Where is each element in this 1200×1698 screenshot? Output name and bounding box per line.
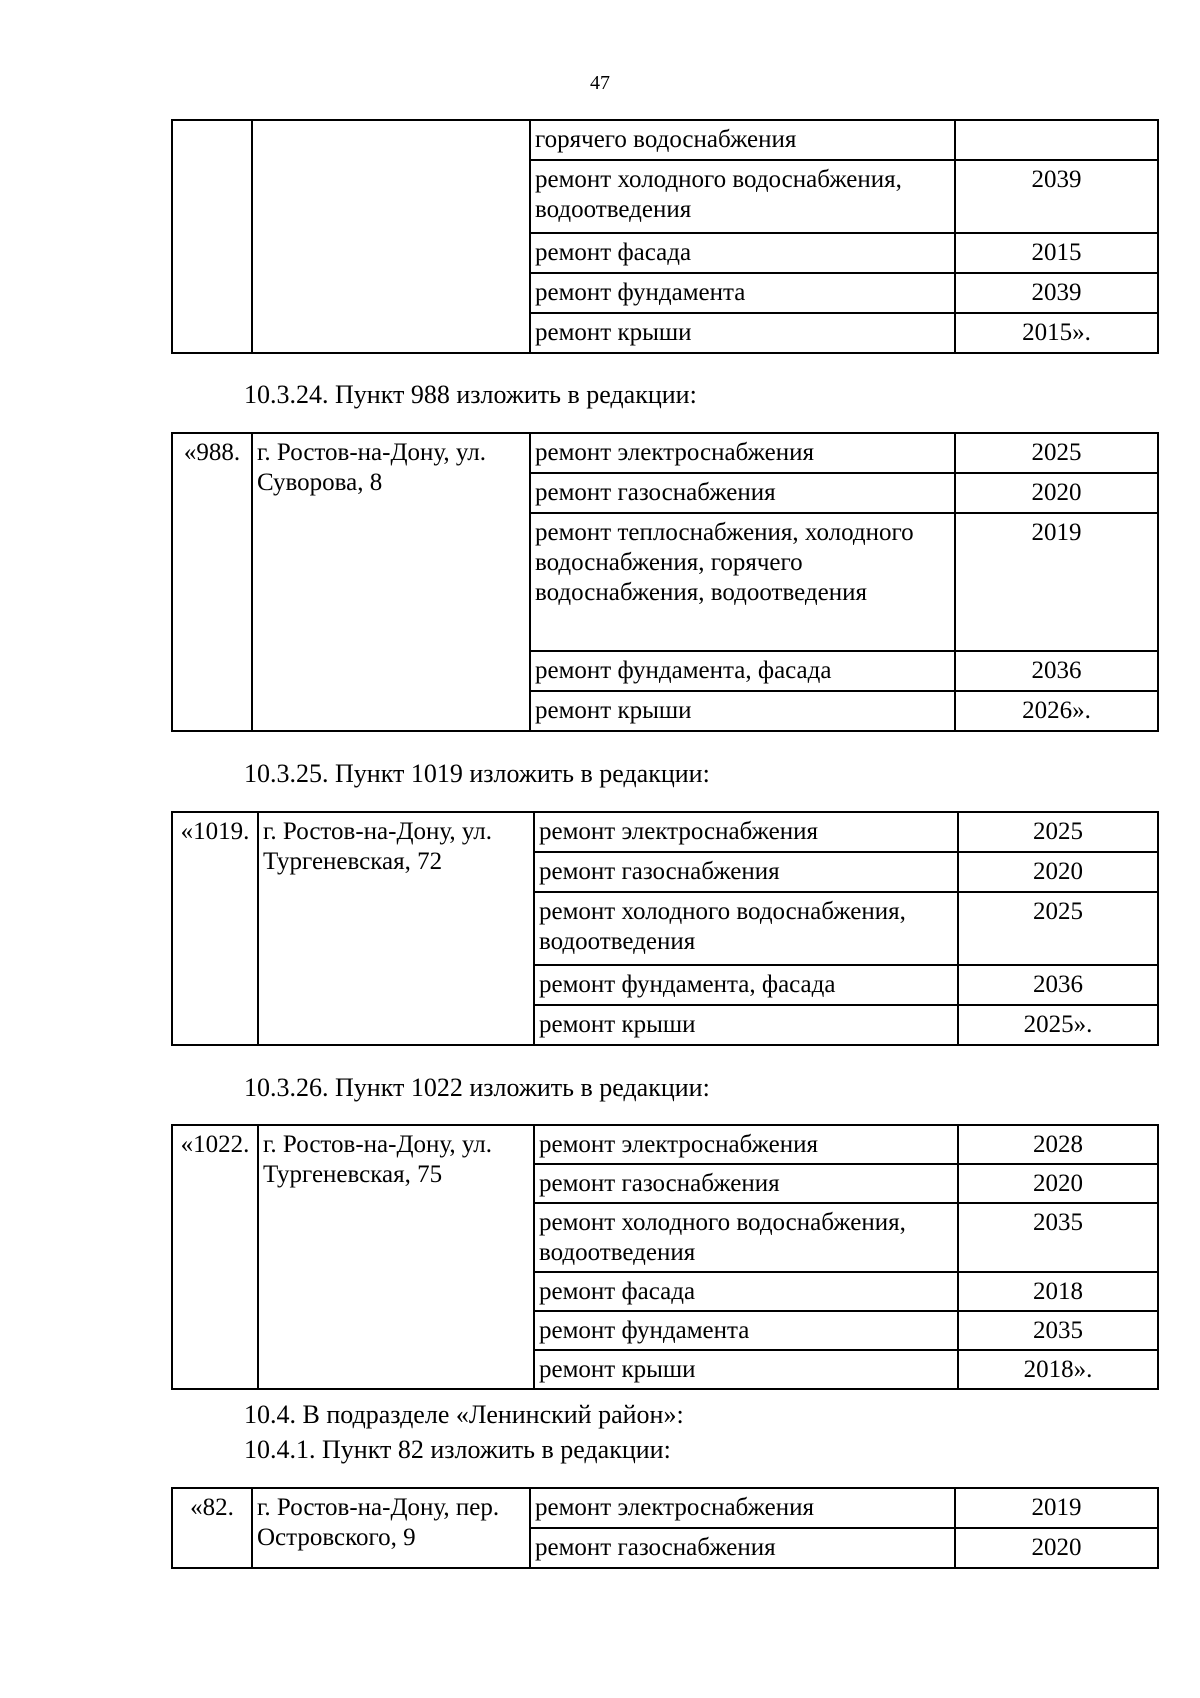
year-cell: 2019 (955, 1488, 1158, 1528)
year-cell: 2028 (958, 1125, 1158, 1164)
address-cell: г. Ростов-на-Дону, пер. Островского, 9 (252, 1488, 530, 1568)
year-cell: 2018 (958, 1272, 1158, 1311)
year-cell: 2025 (958, 812, 1158, 852)
item-number-cell: «988. (172, 433, 252, 731)
work-cell: ремонт электроснабжения (530, 433, 955, 473)
work-cell: ремонт электроснабжения (534, 812, 958, 852)
repair-table-988 (171, 432, 1159, 732)
year-cell: 2020 (958, 852, 1158, 892)
item-number-cell: «82. (172, 1488, 252, 1568)
address-cell: г. Ростов-на-Дону, ул. Тургеневская, 75 (258, 1125, 534, 1389)
address-cell: г. Ростов-на-Дону, ул. Тургеневская, 72 (258, 812, 534, 1045)
work-cell: ремонт электроснабжения (534, 1125, 958, 1164)
year-cell: 2036 (958, 965, 1158, 1005)
year-cell: 2036 (955, 651, 1158, 691)
year-cell: 2019 (955, 513, 1158, 651)
work-cell: горячего водоснабжения (530, 120, 955, 160)
year-cell: 2015». (955, 313, 1158, 353)
work-cell: ремонт холодного водоснабжения, водоотведения (534, 892, 958, 965)
heading-section-leninsky: 10.4. В подразделе «Ленинский район»: (244, 1400, 684, 1429)
year-cell: 2020 (958, 1164, 1158, 1203)
year-cell: 2035 (958, 1311, 1158, 1350)
table-row (172, 812, 1158, 852)
work-cell: ремонт холодного водоснабжения, водоотведения (530, 160, 955, 233)
table-row (172, 433, 1158, 473)
item-number-cell (172, 120, 252, 353)
work-cell: ремонт газоснабжения (534, 852, 958, 892)
work-cell: ремонт фасада (530, 233, 955, 273)
year-cell (955, 120, 1158, 160)
year-cell: 2039 (955, 273, 1158, 313)
work-cell: ремонт фасада (534, 1272, 958, 1311)
year-cell: 2020 (955, 473, 1158, 513)
repair-table-1022 (171, 1124, 1159, 1390)
heading-1019: 10.3.25. Пункт 1019 изложить в редакции: (244, 759, 710, 788)
heading-82: 10.4.1. Пункт 82 изложить в редакции: (244, 1435, 671, 1464)
work-cell: ремонт электроснабжения (530, 1488, 955, 1528)
work-cell: ремонт фундамента, фасада (530, 651, 955, 691)
repair-table-1019 (171, 811, 1159, 1046)
year-cell: 2020 (955, 1528, 1158, 1568)
year-cell: 2015 (955, 233, 1158, 273)
work-cell: ремонт крыши (534, 1350, 958, 1389)
year-cell: 2025». (958, 1005, 1158, 1045)
work-cell: ремонт газоснабжения (534, 1164, 958, 1203)
repair-table-82 (171, 1487, 1159, 1569)
year-cell: 2039 (955, 160, 1158, 233)
work-cell: ремонт газоснабжения (530, 1528, 955, 1568)
address-cell (252, 120, 530, 353)
year-cell: 2026». (955, 691, 1158, 731)
heading-988: 10.3.24. Пункт 988 изложить в редакции: (244, 380, 697, 409)
address-cell: г. Ростов-на-Дону, ул. Суворова, 8 (252, 433, 530, 731)
work-cell: ремонт теплоснабжения, холодного водоснабжения, горячего водоснабжения, водоотведения (530, 513, 955, 651)
table-row (172, 1488, 1158, 1528)
work-cell: ремонт фундамента (534, 1311, 958, 1350)
work-cell: ремонт газоснабжения (530, 473, 955, 513)
work-cell: ремонт фундамента, фасада (534, 965, 958, 1005)
table-row (172, 1125, 1158, 1164)
year-cell: 2025 (955, 433, 1158, 473)
year-cell: 2018». (958, 1350, 1158, 1389)
page-number: 47 (590, 72, 610, 94)
work-cell: ремонт фундамента (530, 273, 955, 313)
repair-table-continuation (171, 119, 1159, 354)
heading-1022: 10.3.26. Пункт 1022 изложить в редакции: (244, 1073, 710, 1102)
item-number-cell: «1022. (172, 1125, 258, 1389)
work-cell: ремонт крыши (530, 313, 955, 353)
work-cell: ремонт холодного водоснабжения, водоотведения (534, 1203, 958, 1272)
year-cell: 2035 (958, 1203, 1158, 1272)
item-number-cell: «1019. (172, 812, 258, 1045)
work-cell: ремонт крыши (534, 1005, 958, 1045)
work-cell: ремонт крыши (530, 691, 955, 731)
table-row (172, 120, 1158, 160)
year-cell: 2025 (958, 892, 1158, 965)
